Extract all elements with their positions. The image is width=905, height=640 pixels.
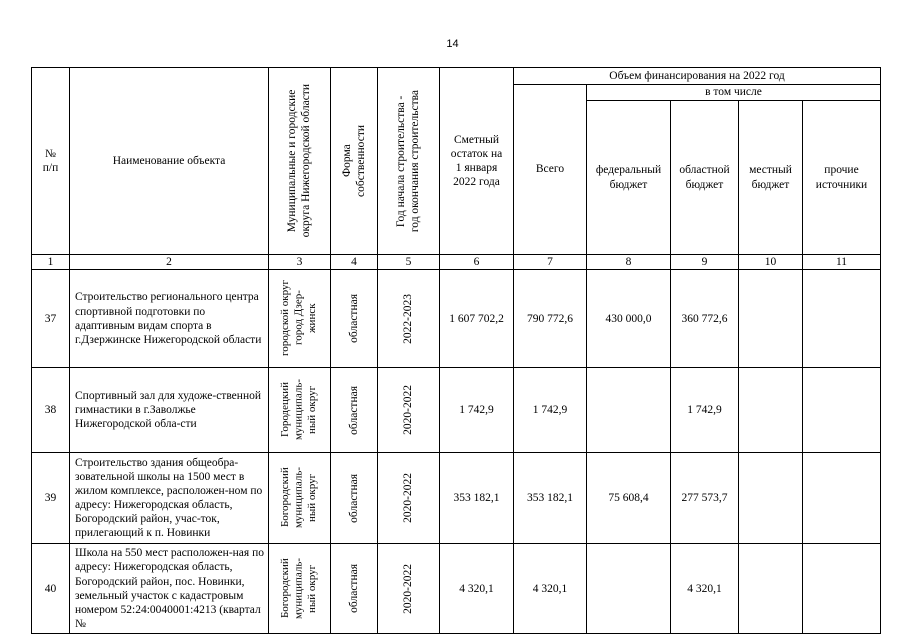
page-number: 14 (446, 38, 459, 50)
row-ownership: областная (331, 270, 378, 368)
col-index: 3 (269, 255, 331, 270)
row-regional: 360 772,6 (671, 270, 739, 368)
col-index: 5 (378, 255, 440, 270)
col-index: 7 (514, 255, 587, 270)
row-federal (587, 368, 671, 453)
row-regional: 277 573,7 (671, 453, 739, 544)
header-total: Всего (514, 85, 587, 255)
row-total: 353 182,1 (514, 453, 587, 544)
col-index: 1 (32, 255, 70, 270)
header-ownership: Форма собственности (331, 68, 378, 255)
row-local (739, 368, 803, 453)
row-no: 38 (32, 368, 70, 453)
financing-table (31, 67, 881, 634)
row-years: 2022-2023 (378, 270, 440, 368)
row-ownership: областная (331, 544, 378, 634)
row-balance: 1 742,9 (440, 368, 514, 453)
table-row (32, 544, 881, 634)
row-balance: 353 182,1 (440, 453, 514, 544)
col-index: 6 (440, 255, 514, 270)
row-balance: 4 320,1 (440, 544, 514, 634)
row-local (739, 453, 803, 544)
row-ownership: областная (331, 368, 378, 453)
header-financing-group: Объем финансирования на 2022 год (514, 68, 881, 85)
row-ownership: областная (331, 453, 378, 544)
column-index-row (32, 255, 881, 270)
row-regional: 1 742,9 (671, 368, 739, 453)
table-row (32, 270, 881, 368)
header-including: в том числе (587, 85, 881, 101)
row-municipality: Богородский муниципаль- ный округ (269, 544, 331, 634)
header-regional: областной бюджет (671, 101, 739, 255)
row-no: 40 (32, 544, 70, 634)
row-balance: 1 607 702,2 (440, 270, 514, 368)
row-total: 1 742,9 (514, 368, 587, 453)
row-federal: 75 608,4 (587, 453, 671, 544)
row-no: 39 (32, 453, 70, 544)
header-local: местный бюджет (739, 101, 803, 255)
row-object-name: Строительство регионального центра спортивной подготовки по адаптивным видам спорта в г.Дзержинске Нижегородской области (70, 270, 269, 368)
row-federal (587, 544, 671, 634)
row-years: 2020-2022 (378, 368, 440, 453)
header-object-name: Наименование объекта (70, 68, 269, 255)
row-federal: 430 000,0 (587, 270, 671, 368)
row-municipality: Городецкий муниципаль- ный округ (269, 368, 331, 453)
table-row (32, 453, 881, 544)
row-regional: 4 320,1 (671, 544, 739, 634)
row-total: 790 772,6 (514, 270, 587, 368)
row-years: 2020-2022 (378, 453, 440, 544)
col-index: 9 (671, 255, 739, 270)
table-row (32, 368, 881, 453)
row-municipality: городской округ город Дзер- жинск (269, 270, 331, 368)
row-municipality: Богородский муниципаль- ный округ (269, 453, 331, 544)
col-index: 10 (739, 255, 803, 270)
row-local (739, 270, 803, 368)
header-municipality: Муниципальные и городские округа Нижегородской области (269, 68, 331, 255)
row-total: 4 320,1 (514, 544, 587, 634)
header-years: Год начала строительства - год окончания строительства (378, 68, 440, 255)
row-other (803, 270, 881, 368)
row-years: 2020-2022 (378, 544, 440, 634)
row-other (803, 453, 881, 544)
header-estimated-balance: Сметный остаток на 1 января 2022 года (440, 68, 514, 255)
header-other: прочие источники (803, 101, 881, 255)
row-no: 37 (32, 270, 70, 368)
col-index: 8 (587, 255, 671, 270)
row-object-name: Школа на 550 мест расположен-ная по адресу: Нижегородская область, Богородский район, пос. Новинки, земельный участок с кадастровым номером 52:24:0040001:4213 (квартал № (70, 544, 269, 634)
row-other (803, 368, 881, 453)
row-object-name: Спортивный зал для художе-ственной гимнастики в г.Заволжье Нижегородской обла-сти (70, 368, 269, 453)
row-local (739, 544, 803, 634)
row-other (803, 544, 881, 634)
header-federal: федеральный бюджет (587, 101, 671, 255)
header-no: № п/п (32, 68, 70, 255)
col-index: 11 (803, 255, 881, 270)
col-index: 2 (70, 255, 269, 270)
col-index: 4 (331, 255, 378, 270)
row-object-name: Строительство здания общеобра-зовательной школы на 1500 мест в жилом комплексе, расположен-ном по адресу: Нижегородская область, Богородский район, учас-ток, прилегающий к п. Новинки (70, 453, 269, 544)
